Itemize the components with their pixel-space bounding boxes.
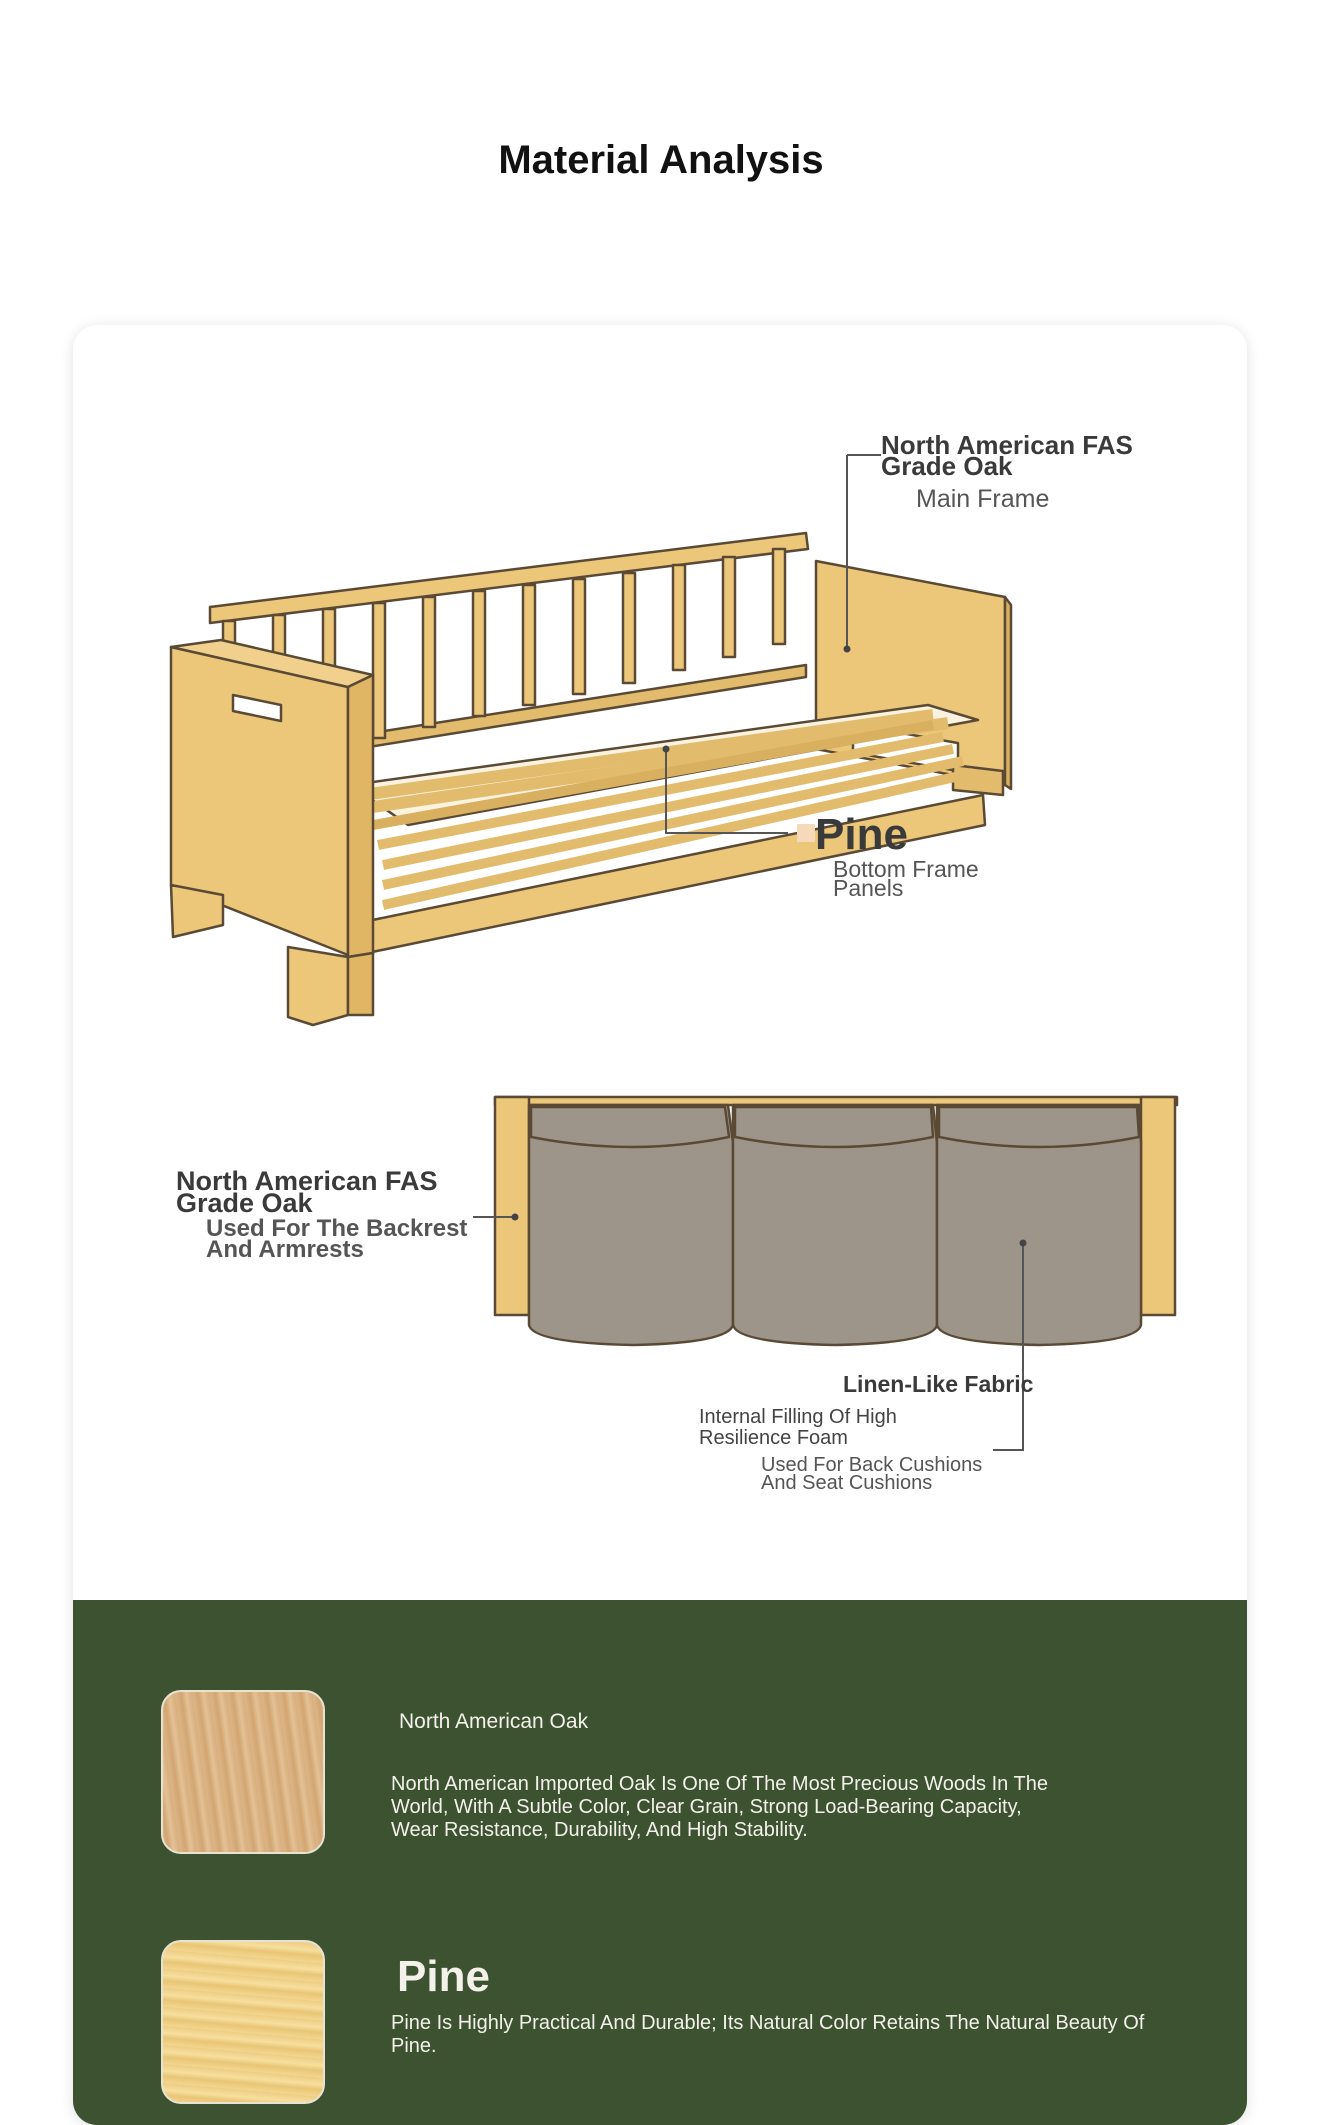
- fabric-label: Linen-Like Fabric: [843, 1371, 1034, 1397]
- oak-material-name: North American Oak: [399, 1710, 589, 1733]
- frame-oak-label: North American FAS Grade Oak: [881, 430, 1133, 481]
- oak-swatch-image: [161, 1690, 325, 1854]
- oak-material-description: North American Imported Oak Is One Of The Most Precious Woods In The World, With A Subtle Color, Clear Grain, Strong Load-Bearing Capacity, Wear Resistance, Durability, And High Stability.: [391, 1773, 1048, 1841]
- cushion-oak-usage: Used For The Backrest And Armrests: [206, 1215, 468, 1263]
- frame-pine-usage: Bottom Frame Panels: [833, 856, 979, 901]
- pine-material-description: Pine Is Highly Practical And Durable; Its Natural Color Retains The Natural Beauty Of Pine.: [391, 2012, 1145, 2057]
- cushion-oak-label: North American FAS Grade Oak: [176, 1166, 438, 1218]
- sofa-cushion-illustration: [73, 325, 1247, 1600]
- page-title: Material Analysis: [498, 138, 824, 182]
- materials-section: [73, 1600, 1247, 2125]
- material-card: [73, 325, 1247, 2125]
- frame-oak-usage: Main Frame: [916, 485, 1050, 513]
- filling-label: Internal Filling Of High Resilience Foam: [699, 1406, 897, 1449]
- cushion-usage: Used For Back Cushions And Seat Cushions: [761, 1454, 983, 1494]
- pine-swatch-image: [161, 1940, 325, 2104]
- pine-material-name: Pine: [397, 1952, 490, 2001]
- frame-pine-label: Pine: [815, 810, 908, 859]
